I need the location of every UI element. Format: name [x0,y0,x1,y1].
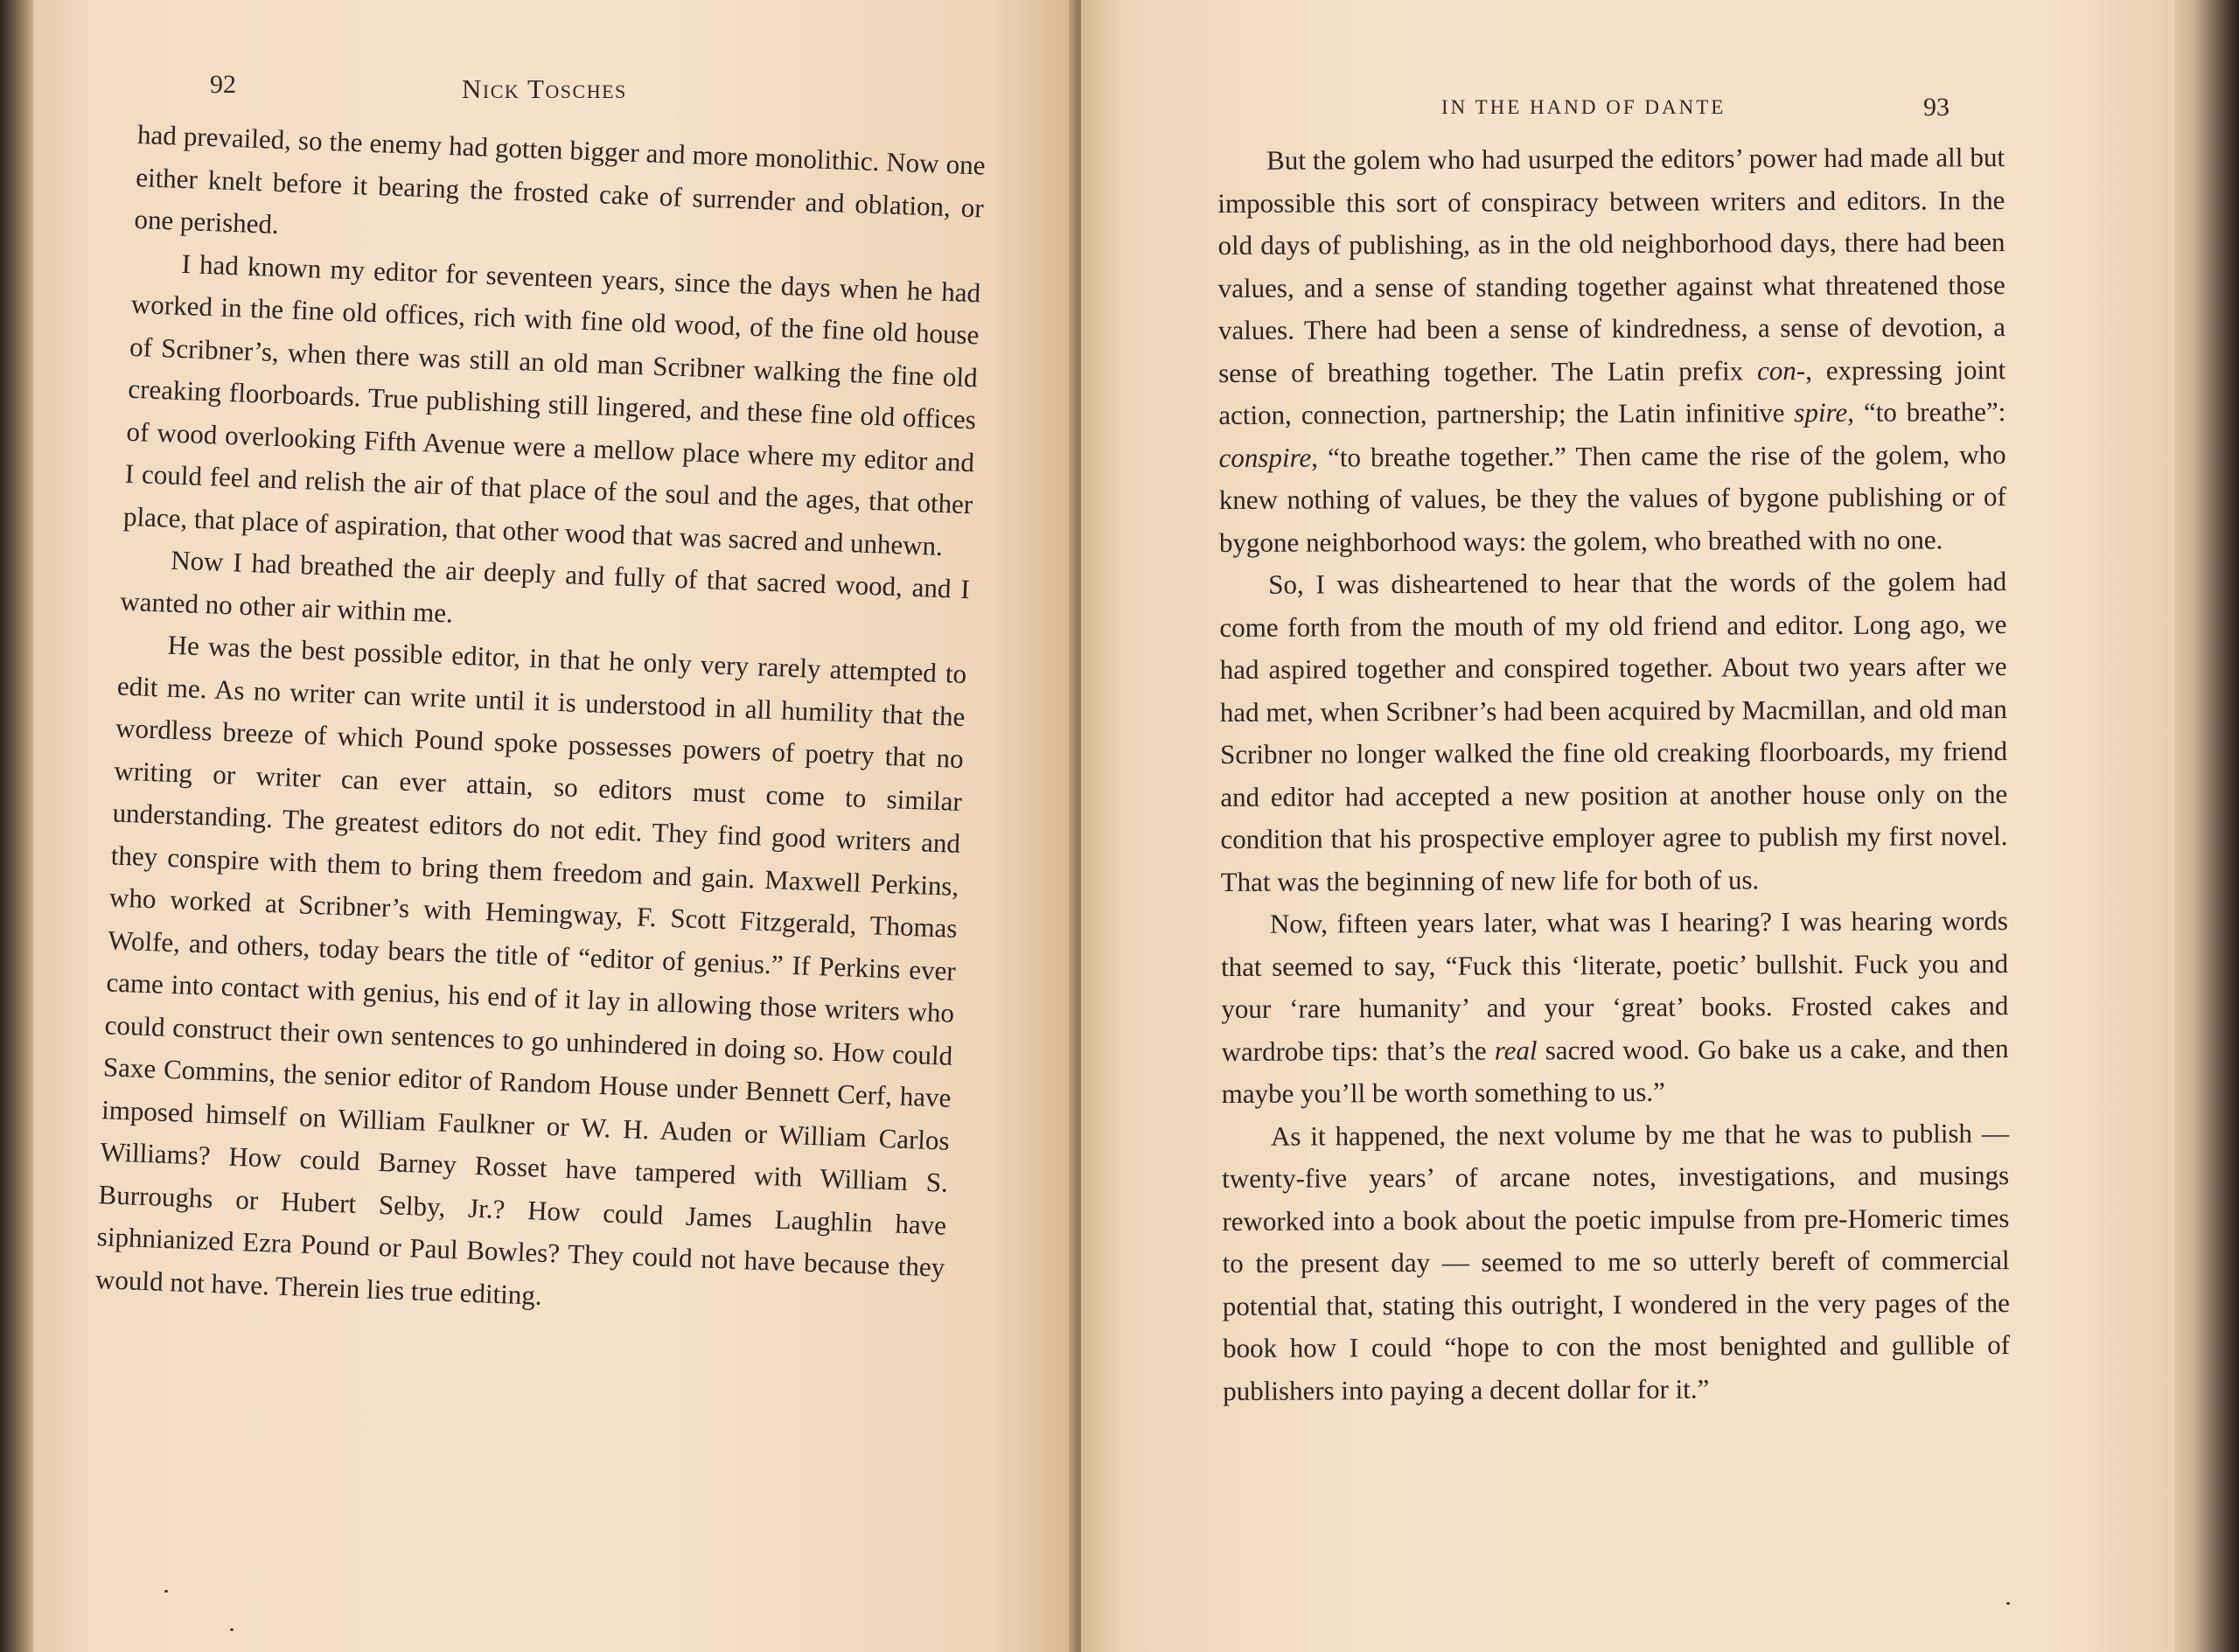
paper-speck [2006,1602,2010,1605]
text-run: , “to breathe”: [1847,396,2006,428]
right-paragraph [1217,136,2006,564]
right-running-head: IN THE HAND OF DANTE [1441,96,1726,118]
right-book-edge [2174,0,2239,1652]
italic-term: real [1494,1034,1538,1066]
right-body-text [1217,136,2010,1412]
paper-speck [230,1628,234,1631]
right-paragraph [1221,900,2009,1115]
text-run: But the golem who had usurped the editors’ power had made all but impossible this sort of conspiracy between writers and editors. In the old days of publishing, as in the old neighborhood days, there had been values, and a sense of standing together against what threatened those values. There had been a sense of kindredness, a sense of devotion, a sense of breathing together. The Latin prefix [1217,142,2006,388]
left-paragraph: I had known my editor for seventeen years, since the days when he had worked in the fine old offices, rich with fine old wood, of the fine old house of Scribner’s, when there was still an old man Scribner walking the fine old creaking floorboards. True publishing still lingered, and these fine old offices of wood overlooking Fifth Avenue were a mellow place where my editor and I could feel and relish the air of that place of the soul and the ages, that other place, that place of aspiration, that other wood that was sacred and unhewn. [122,247,981,561]
paper-speck [164,1590,168,1593]
text-run: Now, fifteen years later, what was I hearing? I was hearing words that seemed to say, “Fuck this ‘literate, poetic’ bullshit. Fuck you and your ‘rare humanity’ and your ‘great’ books. Frosted cakes and wardrobe tips: that’s the [1221,905,2009,1067]
left-running-head: Nick Tosches [462,73,627,104]
right-page [1081,0,2174,1652]
italic-term: con- [1757,354,1806,386]
left-paragraph: had prevailed, so the enemy had gotten bigger and more monolithic. Now one either knelt before it bearing the frosted cake of surrender and oblation, or one perished. [133,118,987,240]
italic-term: conspire [1218,442,1312,473]
left-page-number: 92 [210,70,236,99]
left-paragraph: He was the best possible editor, in that he only very rarely attempted to edit me. As no writer can write until it is understood in all humility that the wordless breeze of which Pound spoke possesses powers of poetry that no writing or writer can ever attain, so editors must come to similar understanding. The greatest editors do not edit. They find good writers and they conspire with them to bring them freedom and gain. Maxwell Perkins, who worked at Scribner’s with Hemingway, F. Scott Fitzgerald, Thomas Wolfe, and others, today bears the title of “editor of genius.” If Perkins ever came into contact with genius, his end of it lay in allowing those writers who could construct their own sentences to go unhindered in doing so. How could Saxe Commins, the senior editor of Random House under Bennett Cerf, have imposed himself on William Faulkner or W. H. Auden or William Carlos Williams? How could Barney Rosset have tampered with William S. Burroughs or Hubert Selby, Jr.? How could James Laughlin have siphnianized Ezra Pound or Paul Bowles? They could not have because they would not have. Therein lies true editing. [94,629,967,1311]
right-paragraph: As it happened, the next volume by me that he was to publish — twenty-five years’ of arcane notes, investigations, and musings reworked into a book about the poetic impulse from pre-Homeric times to the present day — seemed to me so utterly bereft of commercial potential that, stating this outright, I wondered in the very pages of the book how I could “hope to con the most benighted and gullible of publishers into paying a decent dollar for it.” [1222,1117,2011,1406]
left-book-edge [0,0,33,1652]
text-run: , “to breathe together.” Then came the rise of the golem, who knew nothing of values, be they the values of bygone publishing or of bygone neighborhood ways: the golem, who breathed with no one. [1218,438,2006,558]
text-run: sacred wood. Go bake us a cake, and then maybe you’ll be worth something to us.” [1221,1032,2009,1109]
left-body-text [94,114,986,1332]
left-page [33,0,1076,1652]
left-paragraph: Now I had breathed the air deeply and fully of that sacred wood, and I wanted no other air within me. [119,544,971,629]
right-page-number: 93 [1923,93,1950,122]
text-run: , expressing joint action, connection, partnership; the Latin infinitive [1218,353,2006,430]
italic-term: spire [1794,396,1848,429]
right-paragraph: So, I was disheartened to hear that the words of the golem had come forth from the mouth of my old friend and editor. Long ago, we had aspired together and conspired together. About two years after we had met, when Scribner’s had been acquired by Macmillan, and old man Scribner no longer walked the fine old creaking floorboards, my friend and editor had accepted a new position at another house only on the condition that his prospective employer agree to publish my first novel. That was the beginning of new life for both of us. [1219,566,2008,897]
